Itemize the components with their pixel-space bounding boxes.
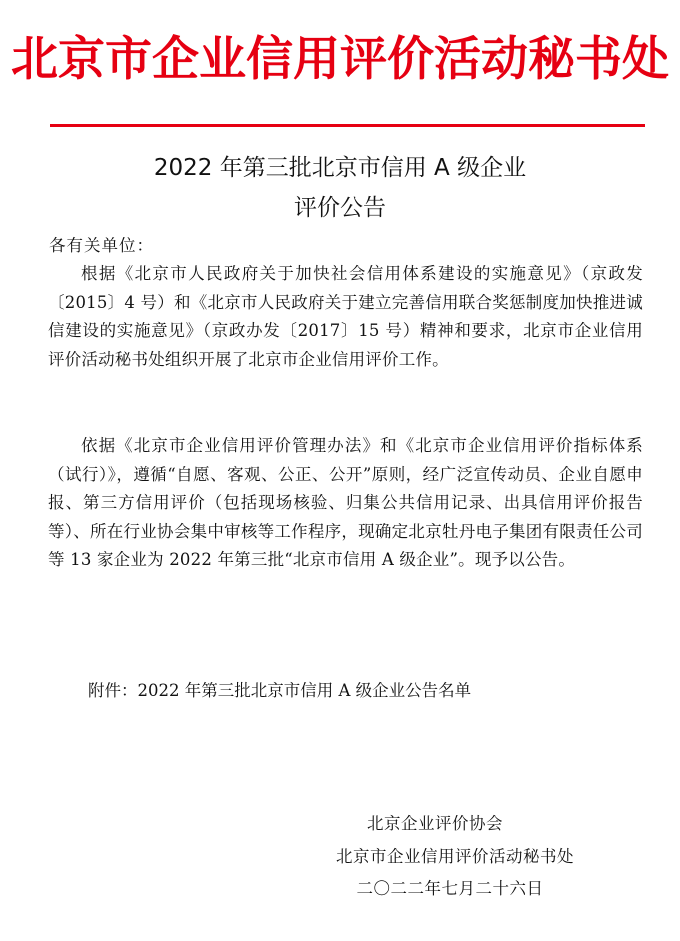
body-paragraph-2: 依据《北京市企业信用评价管理办法》和《北京市企业信用评价指标体系（试行）》，遵循“自愿、客观、公正、公开”原则，经广泛宣传动员、企业自愿申报、第三方信用评价（包括现场核验、归集公共信用记录、出具信用评价报告等）、所在行业协会集中审核等工作程序，现确定北京牡丹电子集团有限责任公司等 13 家企业为 2022 年第三批“北京市信用 A 级企业”。现予以公告。: [48, 436, 643, 570]
body-paragraph-1: 根据《北京市人民政府关于加快社会信用体系建设的实施意见》（京政发〔2015〕4 号）和《北京市人民政府关于建立完善信用联合奖惩制度加快推进诚信建设的实施意见》（京政办发〔2017〕15 号）精神和要求，北京市企业信用评价活动秘书处组织开展了北京市企业信用评价工作。: [48, 264, 643, 369]
salutation: 各有关单位：: [49, 236, 154, 255]
signature-org-1: 北京企业评价协会: [367, 814, 503, 833]
document-title-line2: 评价公告: [294, 195, 386, 221]
document-title-line1: 2022 年第三批北京市信用 A 级企业: [153, 155, 527, 181]
masthead-title: 北京市企业信用评价活动秘书处: [11, 32, 669, 87]
signature-date: 二〇二二年七月二十六日: [356, 879, 544, 898]
masthead-divider: [50, 124, 645, 127]
attachment-note: 附件：2022 年第三批北京市信用 A 级企业公告名单: [88, 681, 472, 700]
signature-org-2: 北京市企业信用评价活动秘书处: [336, 847, 574, 866]
